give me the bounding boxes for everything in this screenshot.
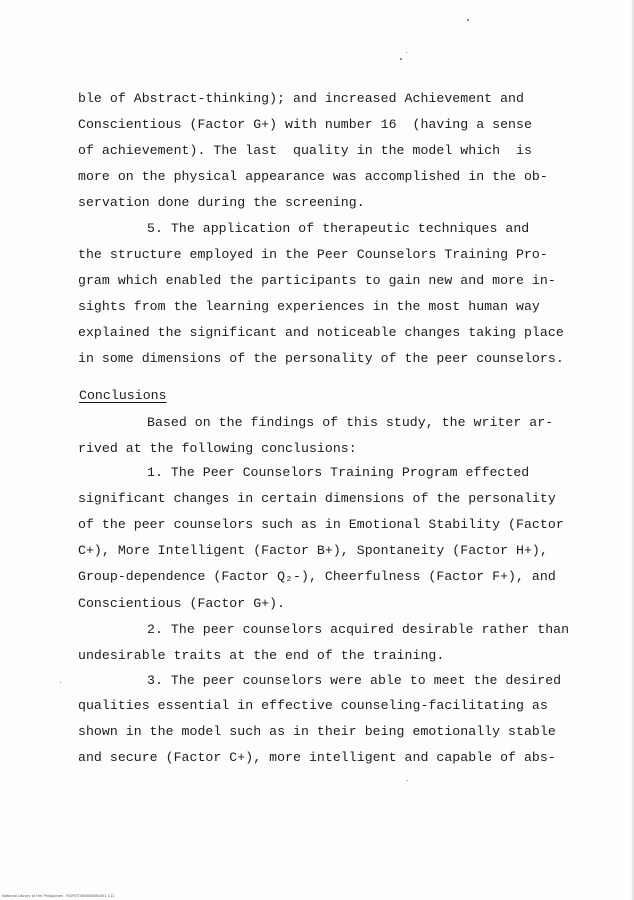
body-line: significant changes in certain dimensions of the personality	[78, 491, 556, 506]
body-line: Group-dependence (Factor Q₂-), Cheerfulness (Factor F+), and	[78, 569, 556, 584]
body-line: the structure employed in the Peer Counselors Training Pro-	[78, 247, 548, 262]
scan-speck	[467, 19, 469, 21]
scan-speck	[400, 58, 402, 60]
body-line: Based on the findings of this study, the writer ar-	[147, 415, 554, 430]
body-line: of the peer counselors such as in Emotional Stability (Factor	[78, 517, 564, 532]
section-heading: Conclusions	[79, 388, 167, 403]
body-line: of achievement). The last quality in the model which is	[78, 143, 532, 158]
body-line: 3. The peer counselors were able to meet the desired	[147, 673, 562, 688]
scan-footer: National Library of the Philippines RGPSTOSB4060X0001 111	[2, 894, 115, 898]
body-line: Conscientious (Factor G+) with number 16 (having a sense	[78, 117, 532, 132]
scan-speck	[406, 52, 407, 53]
body-line: rived at the following conclusions:	[78, 441, 357, 456]
body-line: 1. The Peer Counselors Training Program effected	[147, 465, 530, 480]
body-line: ble of Abstract-thinking); and increased Achievement and	[78, 91, 524, 106]
body-line: 5. The application of therapeutic techniques and	[147, 221, 530, 236]
body-line: shown in the model such as in their being emotionally stable	[78, 724, 556, 739]
scan-speck	[60, 682, 61, 683]
scan-speck	[407, 780, 408, 781]
body-line: gram which enabled the participants to gain new and more in-	[78, 273, 556, 288]
body-line: explained the significant and noticeable changes taking place	[78, 325, 564, 340]
body-line: C+), More Intelligent (Factor B+), Spontaneity (Factor H+),	[78, 543, 548, 558]
body-line: Conscientious (Factor G+).	[78, 596, 286, 611]
body-line: and secure (Factor C+), more intelligent and capable of abs-	[78, 750, 556, 765]
body-line: undesirable traits at the end of the training.	[78, 648, 445, 663]
body-line: in some dimensions of the personality of the peer counselors.	[78, 351, 564, 366]
body-line: qualities essential in effective counseling-facilitating as	[78, 698, 548, 713]
body-line: sights from the learning experiences in the most human way	[78, 299, 540, 314]
body-line: more on the physical appearance was accomplished in the ob-	[78, 169, 548, 184]
body-line: servation done during the screening.	[78, 195, 365, 210]
body-line: 2. The peer counselors acquired desirable rather than	[147, 622, 570, 637]
